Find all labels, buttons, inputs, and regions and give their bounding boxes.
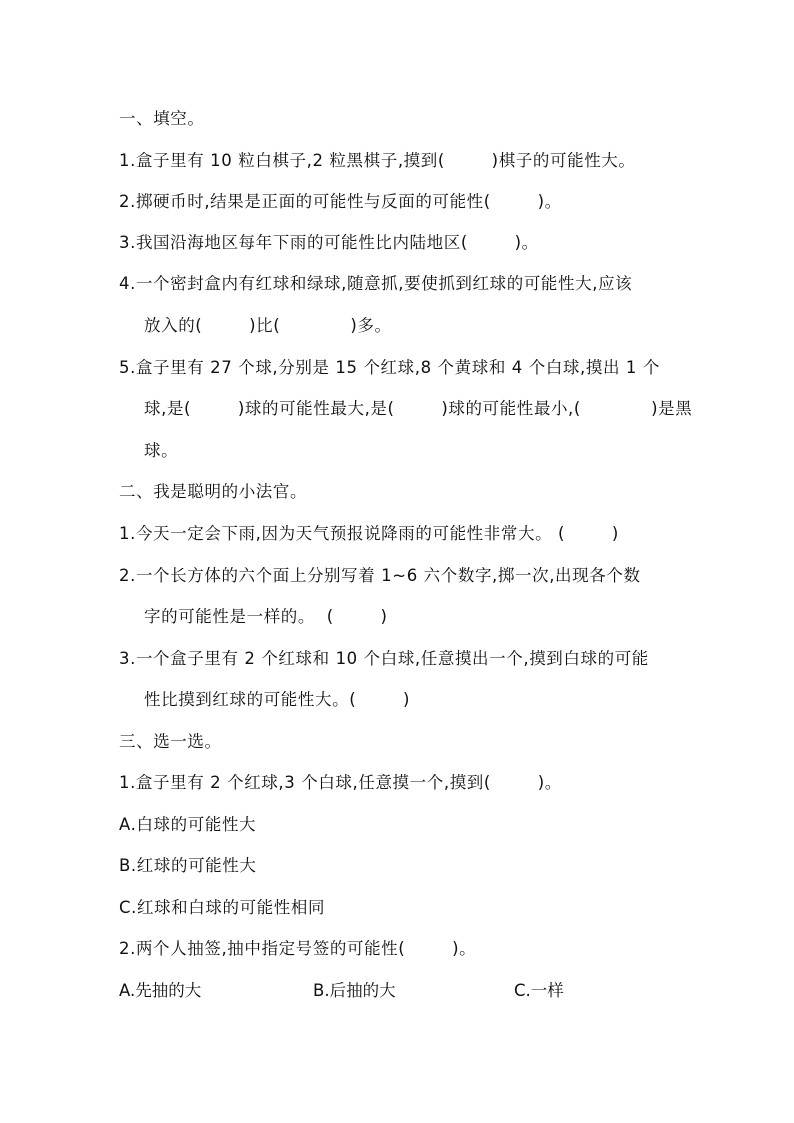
question-1-5-line1: 5.盒子里有 27 个球,分别是 15 个红球,8 个黄球和 4 个白球,摸出 1 个 (119, 358, 660, 377)
option-3-1-b: B.红球的可能性大 (119, 856, 257, 875)
question-2-3-line1: 3.一个盒子里有 2 个红球和 10 个白球,任意摸出一个,摸到白球的可能 (119, 649, 649, 668)
question-1-1: 1.盒子里有 10 粒白棋子,2 粒黑棋子,摸到( )棋子的可能性大。 (119, 151, 636, 170)
option-3-2-b: B.后抽的大 (313, 981, 396, 1000)
question-2-3-line2: 性比摸到红球的可能性大。( ) (144, 690, 411, 709)
question-1-2: 2.掷硬币时,结果是正面的可能性与反面的可能性( )。 (119, 192, 562, 211)
option-3-1-a: A.白球的可能性大 (119, 815, 257, 834)
question-3-2: 2.两个人抽签,抽中指定号签的可能性( )。 (119, 939, 477, 958)
section-heading-judge: 二、我是聪明的小法官。 (119, 482, 308, 501)
question-2-2-line1: 2.一个长方体的六个面上分别写着 1~6 六个数字,掷一次,出现各个数 (119, 566, 641, 585)
section-heading-choose: 三、选一选。 (119, 732, 222, 751)
question-1-4-line2: 放入的( )比( )多。 (144, 316, 392, 335)
question-1-3: 3.我国沿海地区每年下雨的可能性比内陆地区( )。 (119, 233, 539, 252)
question-1-5-line3: 球。 (144, 441, 179, 460)
question-3-1: 1.盒子里有 2 个红球,3 个白球,任意摸一个,摸到( )。 (119, 773, 562, 792)
question-2-1: 1.今天一定会下雨,因为天气预报说降雨的可能性非常大。 ( ) (119, 524, 619, 543)
option-3-1-c: C.红球和白球的可能性相同 (119, 898, 326, 917)
option-3-2-c: C.一样 (514, 981, 564, 1000)
section-heading-fill-blank: 一、填空。 (119, 109, 205, 128)
question-1-4-line1: 4.一个密封盒内有红球和绿球,随意抓,要使抓到红球的可能性大,应该 (119, 274, 633, 293)
question-1-5-line2: 球,是( )球的可能性最大,是( )球的可能性最小,( )是黑 (144, 399, 693, 418)
option-3-2-a: A.先抽的大 (119, 981, 202, 1000)
question-2-2-line2: 字的可能性是一样的。 ( ) (144, 607, 388, 626)
